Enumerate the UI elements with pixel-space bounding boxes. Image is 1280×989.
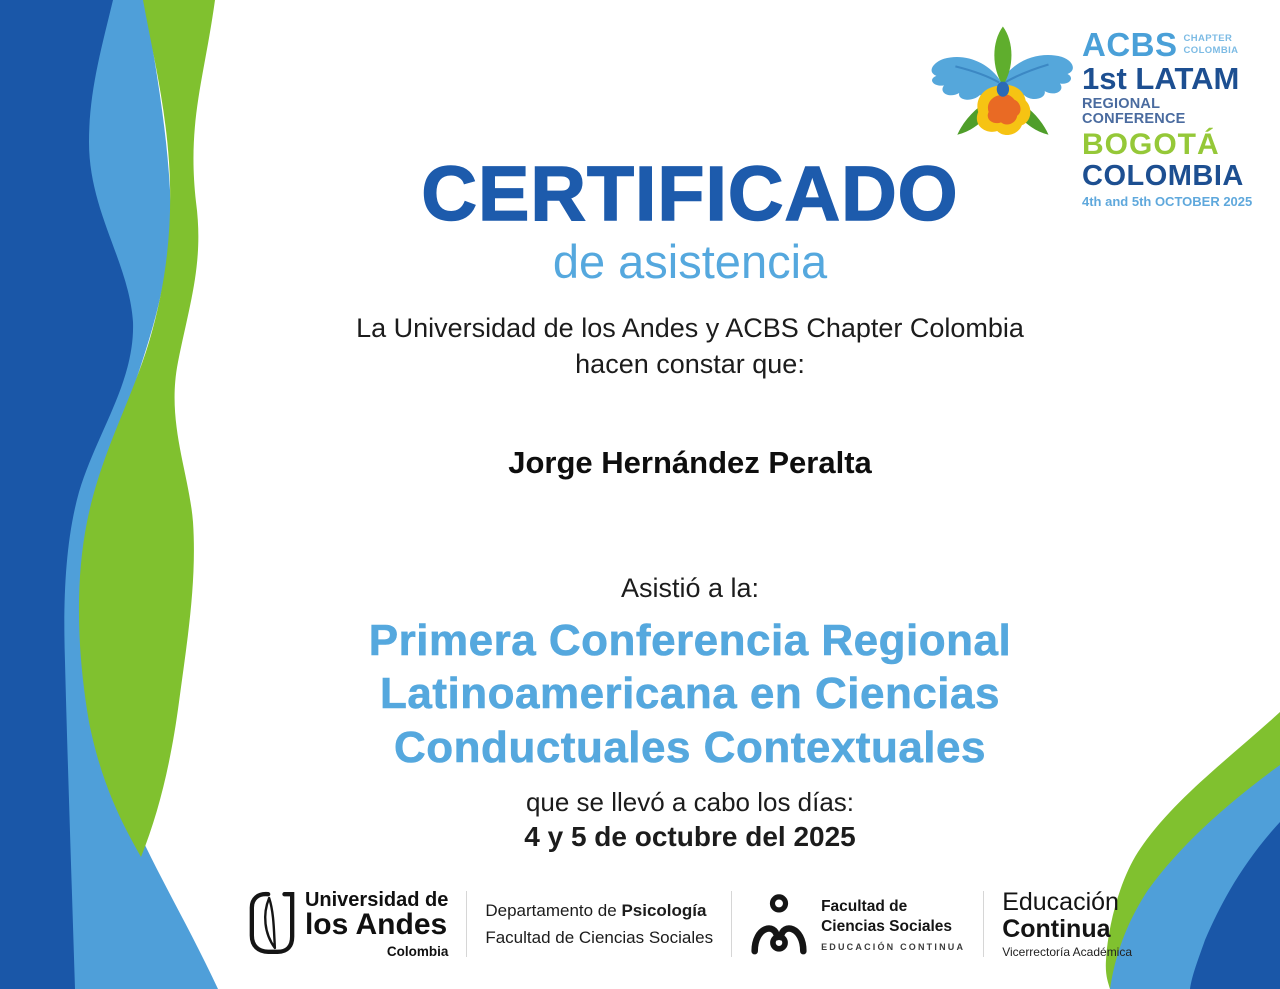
certificate-title: CERTIFICADO xyxy=(421,151,959,237)
city-label: BOGOTÁ xyxy=(1082,128,1220,161)
chapter-label: CHAPTER xyxy=(1183,33,1233,44)
event-dates-label: 4th and 5th OCTOBER 2025 xyxy=(1082,194,1253,209)
event-dates-value: 4 y 5 de octubre del 2025 xyxy=(524,820,856,852)
chapter-colombia-label: COLOMBIA xyxy=(1183,44,1239,56)
certificate-content xyxy=(160,0,1220,853)
uniandes-wordmark-line-1: Universidad de xyxy=(304,889,449,911)
recipient-name: Jorge Hernández Peralta xyxy=(508,444,872,480)
department-block xyxy=(485,897,713,951)
continua-label: Continua xyxy=(1002,915,1111,944)
department-name: Psicología xyxy=(621,901,707,921)
event-name-line-3: Conductuales Contextuales xyxy=(394,722,986,772)
uniandes-country-label: Colombia xyxy=(386,943,449,959)
event-name-line-1: Primera Conferencia Regional xyxy=(368,615,1012,665)
footer-divider xyxy=(466,891,467,957)
vicerrectoria-label: Vicerrectoría Académica xyxy=(1002,945,1133,960)
issuer-line-1: La Universidad de los Andes y ACBS Chapter Colombia xyxy=(356,312,1024,343)
fcs-educacion-continua-label: EDUCACIÓN CONTINUA xyxy=(821,941,966,952)
footer-divider xyxy=(983,891,984,957)
faculty-label: Facultad de Ciencias Sociales xyxy=(485,928,714,948)
fcs-line-1: Facultad de xyxy=(821,897,908,915)
educacion-label: Educación xyxy=(1002,888,1119,917)
uniandes-emblem-icon xyxy=(248,890,296,956)
acbs-wordmark: ACBS xyxy=(1082,26,1178,63)
institution-logos-bar xyxy=(50,890,1280,959)
event-dates-intro: que se llevó a cabo los días: xyxy=(525,786,855,817)
department-label: Departamento de xyxy=(485,901,622,921)
uniandes-wordmark-line-2: los Andes xyxy=(304,908,448,941)
certificate-subtitle: de asistencia xyxy=(552,235,828,288)
latam-conference-title: 1st LATAM xyxy=(1082,61,1240,96)
country-label: COLOMBIA xyxy=(1082,160,1244,192)
attended-label: Asistió a la: xyxy=(620,572,760,603)
social-sciences-logo xyxy=(750,892,965,956)
fcs-person-icon xyxy=(750,892,808,956)
issuer-line-2: hacen constar que: xyxy=(575,349,805,380)
educacion-continua-logo xyxy=(1002,890,1132,958)
uniandes-logo xyxy=(248,890,448,959)
regional-conference-label: REGIONAL CONFERENCE xyxy=(1082,96,1186,127)
event-name-line-2: Latinoamericana en Ciencias xyxy=(380,669,1000,719)
footer-divider xyxy=(731,891,732,957)
event-name xyxy=(160,614,1220,775)
fcs-line-2: Ciencias Sociales xyxy=(821,917,953,935)
